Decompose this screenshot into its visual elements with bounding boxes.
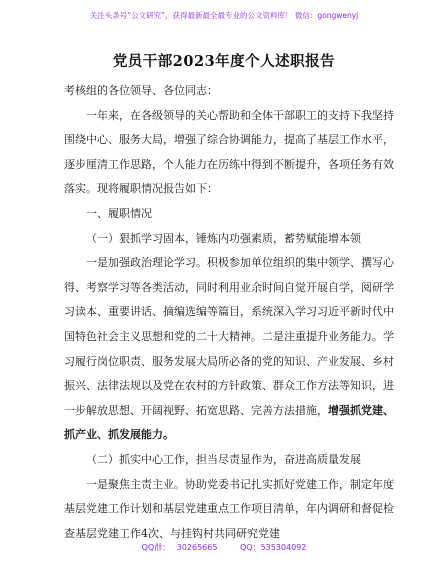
document-body [64,79,394,546]
section-heading-1: 一、履职情况 [86,206,152,220]
document-title: 党员干部2023年度个人述职报告 [112,53,336,70]
intro-paragraph: 一年来，在各级领导的关心帮助和全体干部职工的支持下我坚持围绕中心、服务大局，增强了综合协调能力，提高了基层工作水平，逐步厘清工作思路，个人能力在历练中得到不断提升，各项任务有效落实。现将履职情况报告如下： [64,108,394,196]
paragraph-3-lead: 一是聚焦主责主业。 [86,477,185,491]
footer [0,542,448,553]
subsection-heading-2: （二）抓实中心工作，担当尽责显作为，奋进高质量发展 [86,452,361,466]
paragraph-1 [64,251,394,448]
paragraph-2-body: 学习履行岗位职责、服务发展大局所必备的党的知识、产业发展、乡村振兴、法律法规以及党在农村的方针政策、群众工作方法等知识，进一步解放思想、开阔视野、拓宽思路、完善方法措施， [64,329,394,417]
footer-qq-group: QQ群： 30265665 [141,543,218,552]
paragraph-1-lead: 一是加强政治理论学习。 [86,256,207,270]
footer-qq: QQ：535304092 [240,543,307,552]
paragraph-1-body: 积极参加单位组织的集中领学、撰写心得、考察学习等各类活动，同时利用业余时间自觉开展自学，阅研学习读本、重要讲话、摘编选编等篇目，系统深入学习习近平新时代中国特色社会主义思想和党的二十大精神。 [64,256,394,343]
subsection-heading-1: （一）狠抓学习固本，锤炼内功强素质，蓄势赋能增本领 [86,231,361,245]
paragraph-3 [64,473,394,547]
paragraph-2-tail: 增强抓党建、抓产业、抓发展能力。 [64,403,394,442]
top-banner: 关注头条号“公文研究”，获得最新最全最专业的公文资料库！ 微信：gongwenyj [89,11,359,20]
greeting: 考核组的各位领导、各位同志： [64,84,218,97]
paragraph-2-lead: 二是注重提升业务能力。 [262,329,383,343]
paragraph-3-body: 协助党委书记扎实抓好党建工作，制定年度基层党建工作计划和基层党建重点工作项目清单，年内调研和督促检查基层党建工作4次、与挂钩村共同研究党建 [64,477,394,540]
